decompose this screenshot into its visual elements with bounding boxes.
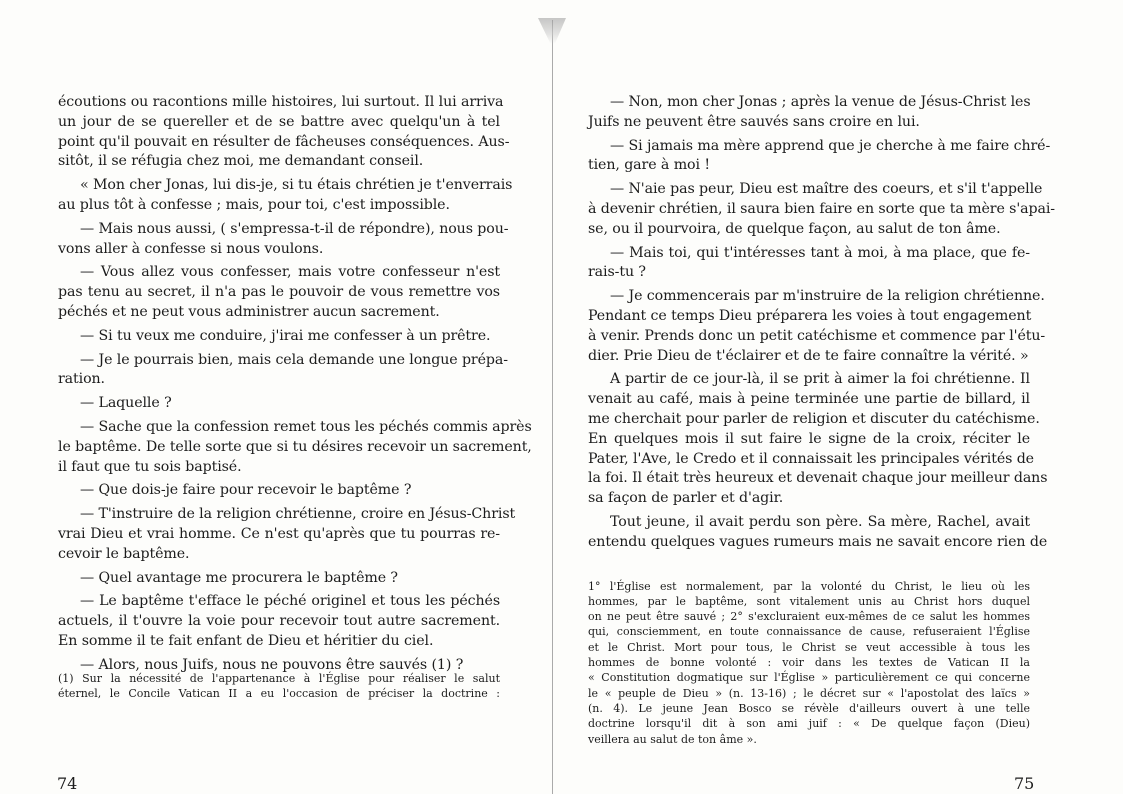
paragraph — [588, 513, 1048, 553]
paragraph — [588, 370, 1048, 509]
text-line: sitôt, il se réfugia chez moi, me demandant conseil. — [58, 153, 424, 170]
text-line: — Sache que la confession remet tous les péchés commis après — [80, 418, 532, 435]
text-line: actuels, il t'ouvre la voie pour recevoir tout autre sacrement. — [58, 613, 500, 630]
paragraph — [58, 394, 500, 414]
paragraph — [588, 180, 1055, 239]
paragraph — [58, 351, 508, 391]
footnote-line: 1° l'Église est normalement, par la volonté du Christ, le lieu où les — [588, 579, 1030, 593]
left-page-footnote — [58, 671, 500, 702]
text-line: péchés et ne peut vous administrer aucun sacrement. — [58, 303, 440, 320]
page-number-right: 75 — [1014, 774, 1035, 793]
text-line: ration. — [58, 371, 105, 388]
paragraph — [58, 481, 500, 501]
text-line: — Que dois-je faire pour recevoir le baptême ? — [80, 482, 412, 499]
text-line: — Mais toi, qui t'intéresses tant à moi, à ma place, que fe- — [610, 244, 1030, 261]
text-line: Tout jeune, il avait perdu son père. Sa mère, Rachel, avait — [610, 513, 1030, 530]
text-line: — Je le pourrais bien, mais cela demande une longue prépa- — [80, 351, 508, 368]
footnote-line: le « peuple de Dieu » (n. 13-16) ; le décret sur « l'apostolat des laïcs » — [588, 686, 1030, 700]
text-line: se, ou il pourvoira, de quelque façon, au salut de ton âme. — [588, 220, 1001, 237]
text-line: — Le baptême t'efface le péché originel et tous les péchés — [80, 593, 500, 610]
text-line: — Non, mon cher Jonas ; après la venue de Jésus-Christ les — [610, 94, 1031, 110]
text-line: à venir. Prends donc un petit catéchisme et commence par l'étu- — [588, 327, 1046, 344]
text-line: — Laquelle ? — [80, 395, 172, 412]
text-line: dier. Prie Dieu de t'éclairer et de te faire connaître la vérité. » — [588, 347, 1029, 364]
footnote-line: on ne peut être sauvé ; 2° s'excluraient eux-mêmes de ce salut les hommes — [588, 610, 1030, 624]
text-line: Juifs ne peuvent être sauvés sans croire en lui. — [588, 113, 920, 130]
paragraph — [58, 418, 532, 477]
paragraph — [58, 327, 500, 347]
text-line: cevoir le baptême. — [58, 545, 190, 562]
right-page-footnote — [588, 579, 1030, 747]
paragraph — [588, 287, 1046, 366]
left-page-body — [58, 93, 532, 676]
text-line: — Alors, nous Juifs, nous ne pouvons être sauvés (1) ? — [80, 656, 464, 673]
text-line: écoutions ou racontions mille histoires, lui surtout. Il lui arriva — [58, 94, 504, 110]
paragraph — [58, 592, 500, 651]
text-line: En somme il te fait enfant de Dieu et héritier du ciel. — [58, 632, 434, 649]
footnote-line: et le Christ. Mort pour tous, le Christ se veut accessible à tous les — [588, 640, 1030, 654]
text-line: point qu'il pouvait en résulter de fâcheuses conséquences. Aus- — [58, 133, 510, 150]
text-line: — Si jamais ma mère apprend que je cherche à me faire chré- — [610, 137, 1051, 154]
text-line: au plus tôt à confesse ; mais, pour toi, c'est impossible. — [58, 196, 450, 213]
text-line: En quelques mois il sut faire le signe de la croix, réciter le — [588, 430, 1030, 447]
text-line: Pater, l'Ave, le Credo et il connaissait les principales vérités de — [588, 450, 1034, 467]
text-line: — Mais nous aussi, ( s'empressa-t-il de répondre), nous pou- — [80, 220, 509, 237]
footnote-line: « Constitution dogmatique sur l'Église » particulièrement ce qui concerne — [588, 671, 1030, 685]
footnote-line: éternel, le Concile Vatican II a eu l'occasion de préciser la doctrine : — [58, 687, 500, 701]
text-line: un jour de se quereller et de se battre avec quelqu'un à tel — [58, 113, 500, 130]
text-line: venait au café, mais à peine terminée une partie de billard, il — [588, 391, 1030, 408]
paragraph — [588, 244, 1030, 284]
paragraph — [58, 220, 509, 260]
binding-shadow — [538, 18, 566, 44]
text-line: à devenir chrétien, il saura bien faire en sorte que ta mère s'apai- — [588, 200, 1055, 217]
footnote-line: qui, consciemment, en toute connaissance de cause, refuseraient l'Église — [588, 625, 1030, 639]
paragraph — [58, 505, 516, 564]
text-line: vons aller à confesse si nous voulons. — [58, 240, 324, 257]
text-line: — Si tu veux me conduire, j'irai me confesser à un prêtre. — [80, 327, 491, 344]
footnote-line: (1) Sur la nécessité de l'appartenance à l'Église pour réaliser le salut — [58, 672, 500, 685]
left-page — [58, 93, 532, 701]
footnote-line: hommes, par le baptême, sont vitalement unis au Christ hors duquel — [588, 594, 1030, 608]
text-line: — N'aie pas peur, Dieu est maître des coeurs, et s'il t'appelle — [610, 181, 1043, 198]
paragraph — [588, 93, 1030, 133]
text-line: tien, gare à moi ! — [588, 157, 710, 174]
text-line: entendu quelques vagues rumeurs mais ne savait encore rien de — [588, 533, 1048, 550]
paragraph — [58, 263, 500, 322]
footnote-line: veillera au salut de ton âme ». — [588, 732, 757, 746]
footnote-line: (n. 4). Le jeune Jean Bosco se révèle d'ailleurs ouvert à une telle — [588, 701, 1030, 715]
text-line: la foi. Il était très heureux et devenait chaque jour meilleur dans — [588, 470, 1048, 487]
page-number-left: 74 — [57, 774, 78, 793]
paragraph — [58, 176, 513, 216]
text-line: — T'instruire de la religion chrétienne, croire en Jésus-Christ — [80, 506, 516, 523]
text-line: me cherchait pour parler de religion et discuter du catéchisme. — [588, 410, 1040, 427]
text-line: rais-tu ? — [588, 264, 646, 281]
text-line: vrai Dieu et vrai homme. Ce n'est qu'après que tu pourras re- — [58, 525, 500, 542]
text-line: sa façon de parler et d'agir. — [588, 490, 784, 507]
text-line: pas tenu au secret, il n'a pas le pouvoir de vous remettre vos — [58, 284, 500, 301]
text-line: A partir de ce jour-là, il se prit à aimer la foi chrétienne. Il — [610, 371, 1030, 388]
text-line: « Mon cher Jonas, lui dis-je, si tu étais chrétien je t'enverrais — [80, 177, 513, 194]
text-line: — Quel avantage me procurera le baptême ? — [80, 569, 398, 586]
text-line: Pendant ce temps Dieu préparera les voies à tout engagement — [588, 307, 1032, 324]
paragraph — [58, 93, 510, 172]
paragraph — [58, 569, 500, 589]
right-page — [588, 93, 1055, 747]
footnote-line: hommes de bonne volonté : voir dans les textes de Vatican II la — [588, 656, 1030, 670]
paragraph — [588, 137, 1051, 177]
text-line: le baptême. De telle sorte que si tu désires recevoir un sacrement, — [58, 438, 532, 455]
text-line: — Vous allez vous confesser, mais votre confesseur n'est — [80, 264, 500, 281]
text-line: — Je commencerais par m'instruire de la religion chrétienne. — [610, 288, 1045, 305]
footnote-line: doctrine lorsqu'il dit à son ami juif : « De quelque façon (Dieu) — [588, 717, 1030, 731]
right-page-body — [588, 93, 1055, 553]
book-spine — [552, 20, 553, 794]
text-line: il faut que tu sois baptisé. — [58, 458, 242, 475]
